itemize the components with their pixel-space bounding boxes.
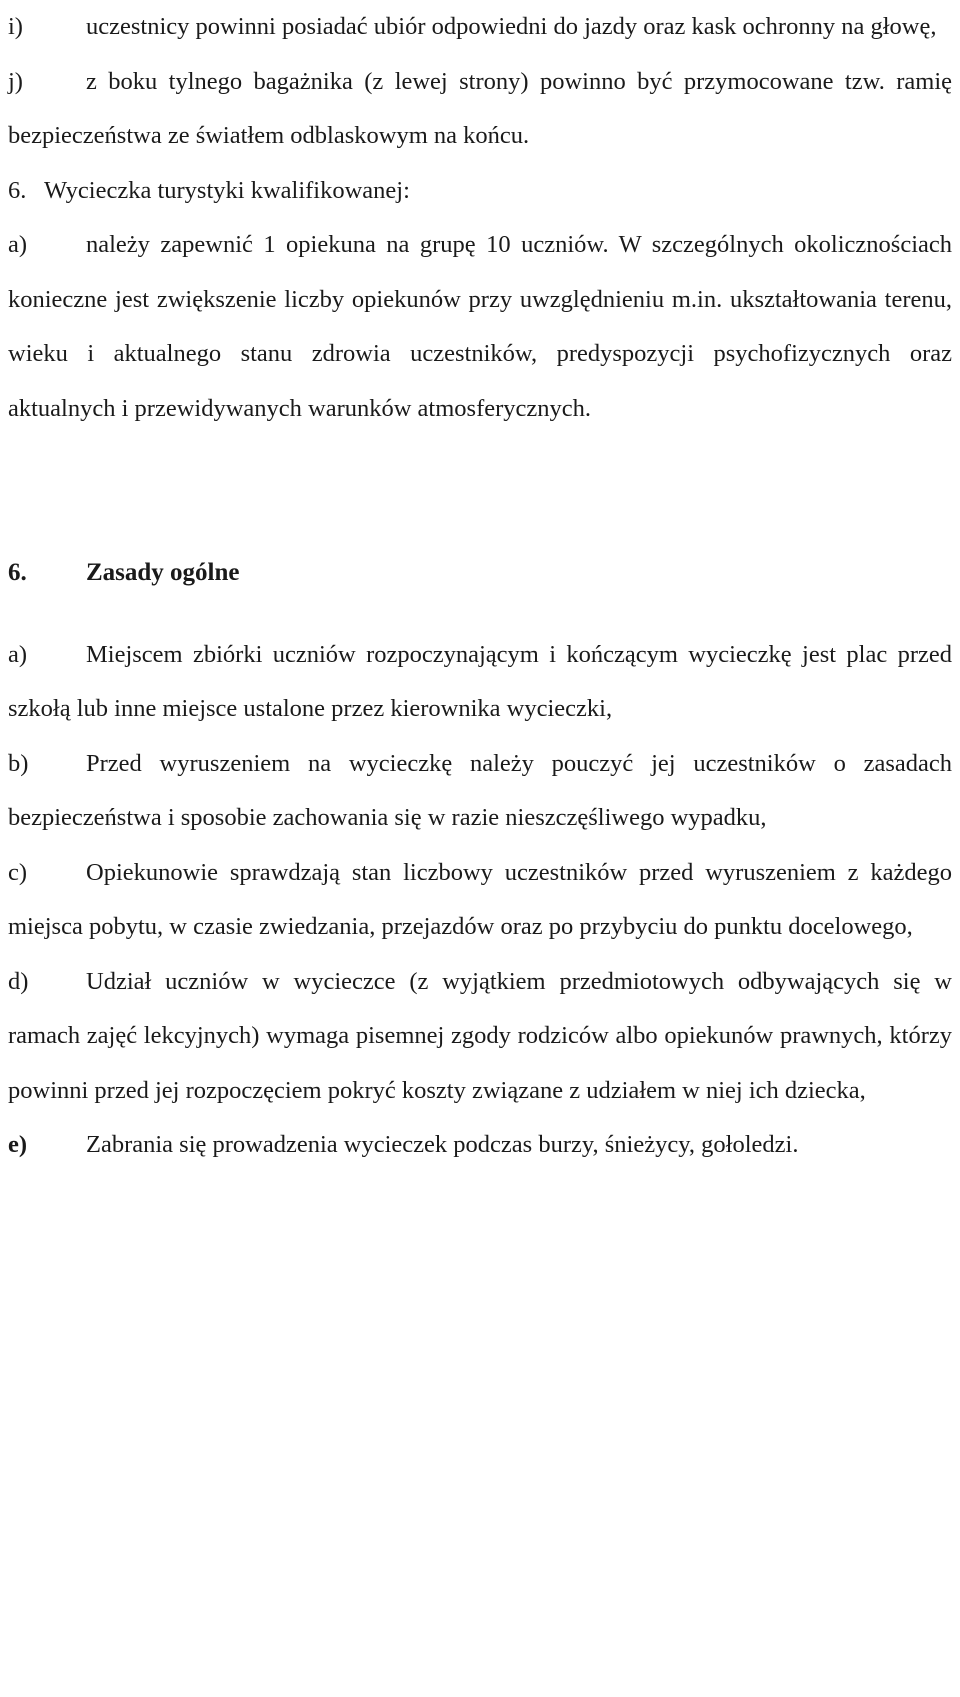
section-number: 6. xyxy=(8,559,27,586)
list-item-a xyxy=(8,628,952,737)
document-page xyxy=(8,0,952,1173)
list-marker: a) xyxy=(8,231,28,258)
list-marker: c) xyxy=(8,858,28,886)
list-marker: e) xyxy=(8,1131,28,1158)
spacer xyxy=(8,601,952,628)
list-item-text: Przed wyruszeniem na wycieczkę należy pouczyć jej uczestników o zasadach bezpieczeństwa i sposobie zachowania się w razie nieszczęśliwego wypadku, xyxy=(8,749,952,831)
list-marker: d) xyxy=(8,967,29,995)
list-marker: i) xyxy=(8,13,23,40)
list-item-text: Zabrania się prowadzenia wycieczek podczas burzy, śnieżycy, gołoledzi. xyxy=(86,1131,799,1158)
list-marker: j) xyxy=(8,67,23,95)
list-item-c xyxy=(8,846,952,955)
list-item-text: z boku tylnego bagażnika (z lewej strony) powinno być przymocowane tzw. ramię bezpieczeństwa ze światłem odblaskowym na końcu. xyxy=(8,67,952,149)
section-title: Zasady ogólne xyxy=(86,559,240,586)
section-title: Wycieczka turystyki kwalifikowanej: xyxy=(44,176,410,204)
list-item-d xyxy=(8,955,952,1119)
section-heading-qualified-tourism xyxy=(8,164,952,219)
list-marker: b) xyxy=(8,749,29,777)
list-marker: a) xyxy=(8,640,28,668)
list-item-b xyxy=(8,737,952,846)
list-item-a xyxy=(8,218,952,436)
section-heading-general-rules xyxy=(8,546,952,601)
list-item-e xyxy=(8,1118,952,1173)
list-item-i xyxy=(8,0,952,55)
list-item-text: Miejscem zbiórki uczniów rozpoczynającym i kończącym wycieczkę jest plac przed szkołą lub inne miejsce ustalone przez kierownika wycieczki, xyxy=(8,640,952,722)
list-item-text: uczestnicy powinni posiadać ubiór odpowiedni do jazdy oraz kask ochronny na głowę, xyxy=(86,13,937,40)
list-item-j xyxy=(8,55,952,164)
list-item-text: Udział uczniów w wycieczce (z wyjątkiem przedmiotowych odbywających się w ramach zajęć lekcyjnych) wymaga pisemnej zgody rodziców albo opiekunów prawnych, którzy powinni przed jej rozpoczęciem pokryć koszty związane z udziałem w niej ich dziecka, xyxy=(8,967,952,1104)
list-item-text: należy zapewnić 1 opiekuna na grupę 10 uczniów. W szczególnych okolicznościach konieczne jest zwiększenie liczby opiekunów przy uwzględnieniu m.in. ukształtowania terenu, wieku i aktualnego stanu zdrowia uczestników, predyspozycji psychofizycznych oraz aktualnych i przewidywanych warunków atmosferycznych. xyxy=(8,231,952,422)
spacer xyxy=(8,436,952,546)
list-item-text: Opiekunowie sprawdzają stan liczbowy uczestników przed wyruszeniem z każdego miejsca pobytu, w czasie zwiedzania, przejazdów oraz po przybyciu do punktu docelowego, xyxy=(8,858,952,940)
section-number: 6. xyxy=(8,176,27,204)
